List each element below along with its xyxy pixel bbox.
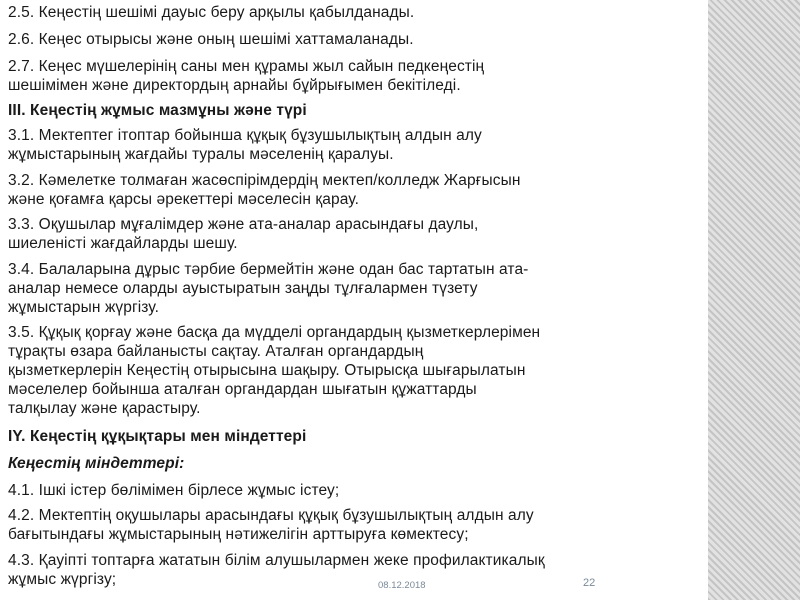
text-line-4-3b: жұмыс жүргізу; [8,571,117,588]
text-line-3-2b: және қоғамға қарсы әрекеттері мәселесін қарау. [8,191,359,208]
decorative-stripe-panel [708,0,800,600]
text-line-3-5b: тұрақты өзара байланысты сақтау. Аталған органдардың [8,343,424,360]
section-heading-4: ІY. Кеңестің құқықтары мен міндеттері [8,428,307,445]
text-line-3-5d: мәселелер бойынша аталған органдардан шығатын құжаттарды [8,381,477,398]
text-line-4-1: 4.1. Ішкі істер бөлімімен бірлесе жұмыс істеу; [8,482,340,499]
section-heading-3: ІІІ. Кеңестің жұмыс мазмұны және түрі [8,102,307,119]
text-line-4-2a: 4.2. Мектептің оқушылары арасындағы құқық бұзушылықтың алдын алу [8,507,534,524]
text-line-3-3a: 3.3. Оқушылар мұғалімдер және ата-аналар арасындағы даулы, [8,216,479,233]
text-line-2-5: 2.5. Кеңестің шешімі дауыс беру арқылы қабылданады. [8,4,415,21]
text-line-4-2b: бағытындағы жұмыстарының нәтижелігін арттыруға көмектесу; [8,526,469,543]
text-line-4-3a: 4.3. Қауіпті топтарға жататын білім алушылармен жеке профилактикалық [8,552,545,569]
text-line-3-4b: аналар немесе оларды ауыстыратын заңды тұлғалармен түзету [8,280,478,297]
text-line-3-3b: шиеленісті жағдайларды шешу. [8,235,238,252]
text-line-2-7a: 2.7. Кеңес мүшелерінің саны мен құрамы жыл сайын педкеңестің [8,58,485,75]
text-line-3-5c: қызметкерлерін Кеңестің отырысына шақыру. Отырысқа шығарылатын [8,362,526,379]
subsection-heading-duties: Кеңестің міндеттері: [8,455,185,472]
text-line-3-4c: жұмыстарын жүргізу. [8,299,160,316]
text-line-3-5e: талқылау және қарастыру. [8,400,201,417]
text-line-3-1b: жұмыстарының жағдайы туралы мәселенің қаралуы. [8,146,394,163]
text-line-3-4a: 3.4. Балаларына дұрыс тәрбие бермейтін және одан бас тартатын ата- [8,261,529,278]
footer-date: 08.12.2018 [378,580,426,591]
text-line-3-2a: 3.2. Кәмелетке толмаған жасөспірімдердің мектеп/колледж Жарғысын [8,172,521,189]
text-line-2-7b: шешімімен және директордың арнайы бұйрығымен бекітіледі. [8,77,461,94]
text-line-3-1a: 3.1. Мектептег ітоптар бойынша құқық бұзушылықтың алдын алу [8,127,482,144]
text-line-3-5a: 3.5. Құқық қорғау және басқа да мүдделі органдардың қызметкерлерімен [8,324,541,341]
text-line-2-6: 2.6. Кеңес отырысы және оның шешімі хаттамаланады. [8,31,414,48]
page-number: 22 [583,577,596,589]
